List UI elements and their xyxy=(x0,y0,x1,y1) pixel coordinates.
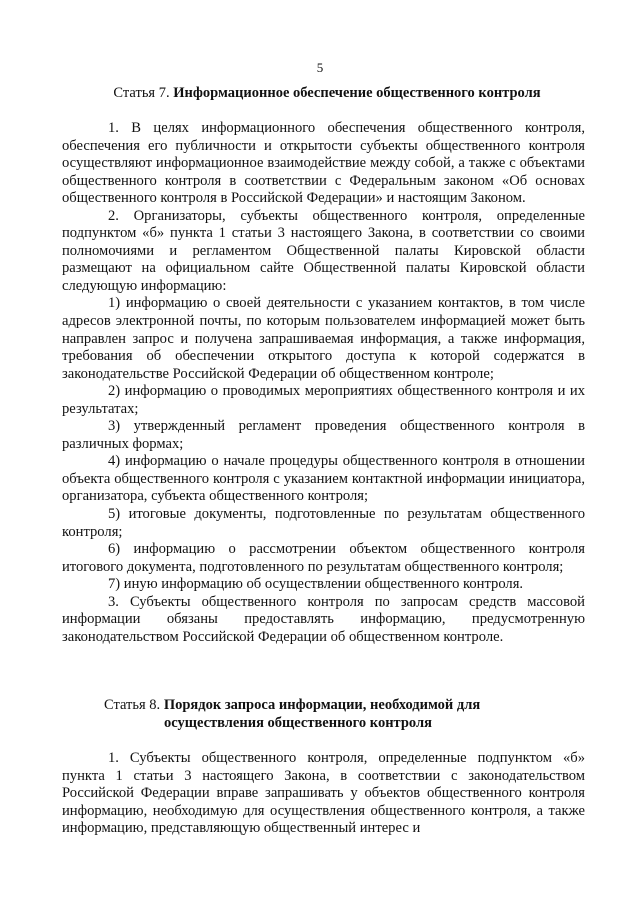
paragraph: 3. Субъекты общественного контроля по запросам средств массовой информации обязаны предоставлять информацию, предусмотренную законодательством Российской Федерации об общественном контроле. xyxy=(62,593,585,645)
paragraph: 2. Организаторы, субъекты общественного контроля, определенные подпунктом «б» пункта 1 статьи 3 настоящего Закона, в соответствии со своими полномочиями и регламентом Общественной палаты Кировской области размещают на официальном сайте Общественной палаты Кировской области следующую информацию: xyxy=(62,207,585,294)
article-7-title: Информационное обеспечение общественного контроля xyxy=(173,85,541,101)
paragraph: 1. В целях информационного обеспечения общественного контроля, обеспечения его публичности и открытости субъекты общественного контроля осуществляют информационное взаимодействие между собой, а также с объектами общественного контроля в соответствии с Федеральным законом «Об основах общественного контроля в Российской Федерации» и настоящим Законом. xyxy=(62,120,585,207)
article-8-label: Статья 8. xyxy=(104,697,161,713)
paragraph: 1. Субъекты общественного контроля, определенные подпунктом «б» пункта 1 статьи 3 настоящего Закона, в соответствии с законодательством Российской Федерации вправе запрашивать у объектов общественного контроля информацию, необходимую для осуществления общественного контроля, а также информацию, представляющую общественный интерес и xyxy=(62,750,585,837)
list-item: 5) итоговые документы, подготовленные по результатам общественного контроля; xyxy=(62,506,585,540)
list-item: 4) информацию о начале процедуры общественного контроля в отношении объекта общественного контроля с указанием контактной информации инициатора, организатора, субъекта общественного контроля; xyxy=(62,453,585,505)
list-item: 1) информацию о своей деятельности с указанием контактов, в том числе адресов электронной почты, по которым пользователем информацией может быть направлен запрос и получена запрашиваемая информация, а также информация, требования об обеспечении открытого доступа к которой содержатся в законодательстве Российской Федерации об общественном контроле; xyxy=(62,295,585,382)
list-item: 6) информацию о рассмотрении объектом общественного контроля итогового документа, подготовленного по результатам общественного контроля; xyxy=(62,541,585,575)
article-8-heading xyxy=(104,696,634,732)
article-7-body xyxy=(62,120,585,646)
list-item: 7) иную информацию об осуществлении общественного контроля. xyxy=(108,576,524,593)
list-item: 3) утвержденный регламент проведения общественного контроля в различных формах; xyxy=(62,418,585,452)
article-8-body xyxy=(62,750,585,838)
article-7-heading xyxy=(62,84,592,102)
page-number: 5 xyxy=(316,60,324,75)
article-8-title-line-1: Порядок запроса информации, необходимой для xyxy=(163,697,481,713)
list-item: 2) информацию о проводимых мероприятиях общественного контроля и их результатах; xyxy=(62,383,585,417)
article-7-label: Статья 7. xyxy=(113,85,170,101)
article-8-title-line-2: осуществления общественного контроля xyxy=(164,715,432,731)
